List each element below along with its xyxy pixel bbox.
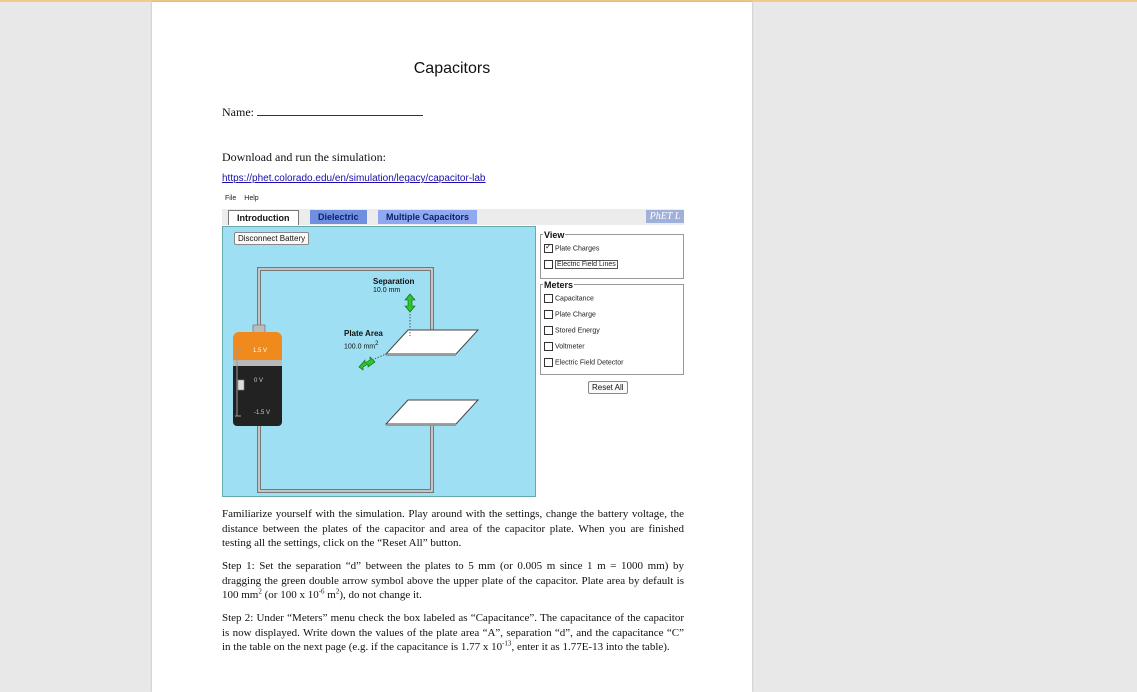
tab-multiple-capacitors[interactable]: Multiple Capacitors (378, 210, 477, 224)
step1-text-a: Step 1: Set the separation “d” between the plates to 5 mm (or 0.005 m since 1 m = 1000 mm) by dragging the green double arrow symbol above the upper plate of the capacitor. Plate area by default is 100 mm (222, 560, 684, 601)
checkbox-plate-charges[interactable] (544, 244, 599, 253)
sim-tabs (222, 209, 684, 225)
menu-help[interactable]: Help (244, 195, 259, 202)
view-group (540, 230, 684, 279)
page-title: Capacitors (413, 60, 491, 77)
document-page (152, 2, 752, 692)
checkbox-icon (544, 342, 553, 351)
step2-sup: -13 (502, 639, 512, 648)
download-instruction: Download and run the simulation: (222, 150, 386, 164)
checkbox-voltmeter[interactable] (544, 342, 585, 351)
step2-paragraph (222, 611, 684, 655)
sim-play-area (222, 226, 536, 497)
simulation-link[interactable]: https://phet.colorado.edu/en/simulation/legacy/capacitor-lab (222, 173, 486, 184)
lower-plate-edge (386, 424, 456, 426)
circuit-wires (259, 269, 432, 491)
checkbox-stored-energy[interactable] (544, 326, 600, 335)
separation-value: 10.0 mm (373, 287, 401, 294)
step2-text-a: Step 2: Under “Meters” menu check the box labeled as “Capacitance”. The capacitance of the capacitor is now displayed. Write down the values of the plate area “A”, separation “d”, and the capacitance “C” in the table on the next page (e.g. if the capacitance is 1.77 x 10 (222, 612, 684, 653)
meters-group (540, 280, 684, 375)
step1-paragraph (222, 559, 684, 603)
simulation-screenshot (222, 195, 684, 497)
battery-bottom-label: -1.5 V (254, 410, 271, 416)
circuit-drawing (222, 226, 536, 497)
step2-text-b: , enter it as 1.77E-13 into the table). (511, 641, 670, 653)
checkbox-icon (544, 260, 553, 269)
step1-sup-1: 2 (258, 587, 262, 596)
plate-area-value (344, 341, 378, 350)
lower-plate (386, 400, 478, 424)
tab-dielectric[interactable]: Dielectric (310, 210, 367, 224)
plate-area-number: 100.0 mm (344, 343, 376, 351)
step1-text-d: ), do not change it. (339, 589, 422, 601)
sim-control-panel (538, 226, 684, 497)
checkbox-checked-icon (544, 244, 553, 253)
checkbox-electric-field-detector[interactable] (544, 358, 623, 367)
separation-label: Separation (373, 277, 415, 286)
battery-mid-label: 0 V (254, 378, 264, 384)
menu-file[interactable]: File (225, 195, 237, 202)
upper-plate (386, 330, 478, 354)
step1-sup-2: -6 (318, 587, 325, 596)
plate-area-arrow-icon (359, 357, 375, 370)
name-label: Name: (222, 105, 254, 119)
name-blank (257, 105, 423, 116)
plate-area-exponent: 2 (375, 341, 379, 347)
meters-title: Meters (544, 280, 574, 290)
checkbox-plate-charge[interactable] (544, 310, 596, 319)
checkbox-capacitance[interactable] (544, 294, 594, 303)
tab-introduction[interactable]: Introduction (228, 210, 299, 225)
checkbox-icon (544, 358, 553, 367)
checkbox-icon (544, 310, 553, 319)
checkbox-label: Stored Energy (555, 327, 600, 335)
plate-area-label: Plate Area (344, 329, 383, 338)
checkbox-label: Plate Charge (555, 311, 596, 319)
step1-text-b: (or 100 x 10 (261, 589, 319, 601)
checkbox-label: Capacitance (555, 295, 594, 303)
sim-menubar (222, 195, 684, 207)
separation-arrow-icon (405, 294, 415, 312)
intro-paragraph: Familiarize yourself with the simulation. Play around with the settings, change the battery voltage, the distance between the plates of the capacitor and area of the capacitor plate. When you are finished testing all the settings, click on the “Reset All” button. (222, 508, 684, 549)
view-title: View (544, 230, 565, 240)
disconnect-battery-button[interactable]: Disconnect Battery (234, 232, 309, 245)
checkbox-icon (544, 294, 553, 303)
checkbox-label: Electric Field Lines (557, 261, 616, 269)
checkbox-icon (544, 326, 553, 335)
battery-top-label: 1.5 V (253, 348, 268, 354)
checkbox-label: Plate Charges (555, 245, 600, 253)
reset-all-button[interactable]: Reset All (588, 381, 628, 394)
checkbox-electric-field-lines[interactable] (544, 260, 618, 269)
name-field-line (222, 105, 423, 120)
upper-plate-edge (386, 354, 456, 356)
step1-sup-3: 2 (335, 587, 340, 596)
checkbox-label: Voltmeter (555, 343, 585, 351)
step1-text-c: m (324, 589, 336, 601)
phet-logo: PhET L (646, 210, 684, 223)
checkbox-label: Electric Field Detector (555, 359, 624, 367)
